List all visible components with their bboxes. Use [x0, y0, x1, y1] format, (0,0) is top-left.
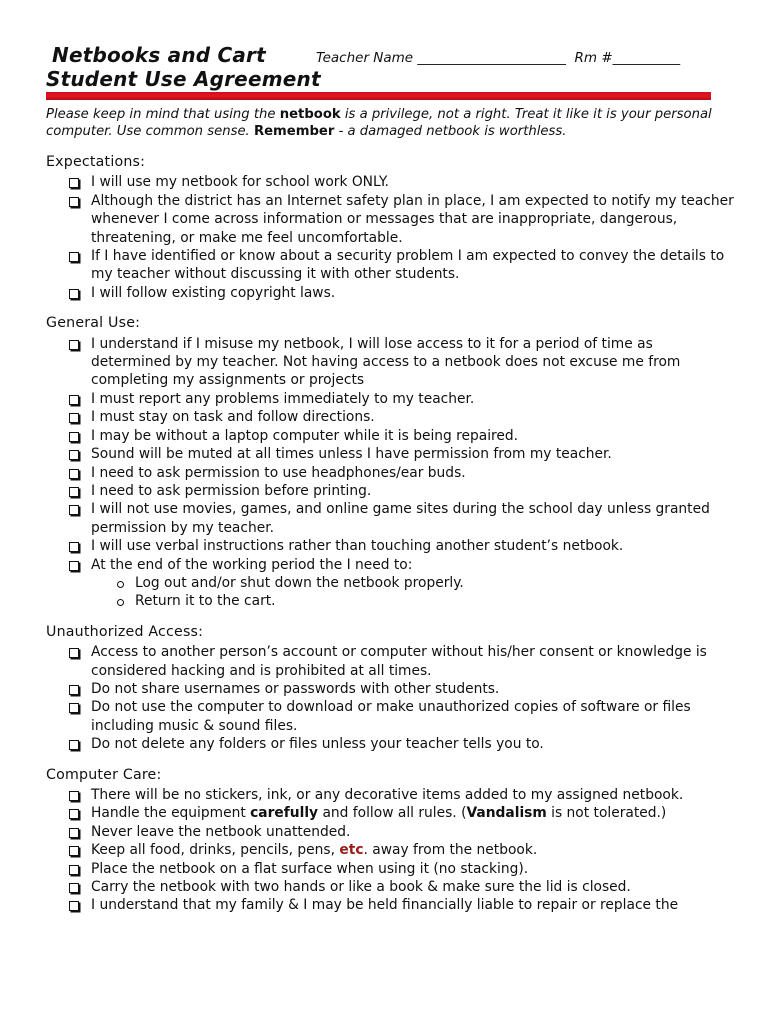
list-item: [46, 823, 736, 841]
list-item: [46, 427, 736, 445]
list-item: [46, 284, 736, 302]
header-divider: [46, 92, 711, 100]
keyword-vandalism: Vandalism: [466, 805, 547, 822]
circle-bullet-icon: [117, 599, 124, 606]
checkbox-icon: [69, 413, 79, 423]
teacher-name-blank: ______________________: [417, 50, 566, 66]
section-unauthorized-access: [46, 623, 736, 754]
keyword-carefully: carefully: [250, 805, 319, 822]
list-item: [46, 804, 736, 822]
list-item: [46, 482, 736, 500]
item-text: I need to ask permission to use headphones/ear buds.: [91, 464, 466, 481]
checkbox-icon: [69, 809, 79, 819]
checkbox-icon: [69, 865, 79, 875]
list-item: [46, 335, 736, 390]
list-item: [46, 860, 736, 878]
checkbox-icon: [69, 901, 79, 911]
checkbox-icon: [69, 252, 79, 262]
item-text: Keep all food, drinks, pencils, pens,: [91, 842, 340, 859]
checkbox-icon: [69, 505, 79, 515]
checkbox-icon: [69, 703, 79, 713]
section-computer-care: [46, 766, 736, 915]
checkbox-icon: [69, 846, 79, 856]
circle-bullet-icon: [117, 581, 124, 588]
list-item: [46, 445, 736, 463]
checkbox-icon: [69, 432, 79, 442]
list-item: [46, 698, 736, 735]
checkbox-icon: [69, 685, 79, 695]
item-text: I understand if I misuse my netbook, I will lose access to it for a period of time as determined by my teacher. Not having access to a netbook does not excuse me from completing my assignments or projects: [91, 335, 681, 389]
item-text: Although the district has an Internet safety plan in place, I am expected to notify my teacher whenever I come across information or messages that are inappropriate, dangerous, threatening, or make me feel uncomfortable.: [91, 192, 734, 246]
checkbox-icon: [69, 740, 79, 750]
item-text: If I have identified or know about a security problem I am expected to convey the details to my teacher without discussing it with other students.: [91, 248, 725, 283]
section-expectations: [46, 153, 736, 302]
item-text: Handle the equipment: [91, 805, 251, 822]
list-item: [46, 247, 736, 284]
section-general-use: [46, 314, 736, 611]
checkbox-icon: [69, 340, 79, 350]
item-text: . away from the netbook.: [363, 842, 538, 859]
section-heading: Unauthorized Access:: [46, 623, 204, 640]
title-line-2: Student Use Agreement: [46, 67, 321, 91]
list-item: [46, 500, 736, 537]
checkbox-icon: [69, 791, 79, 801]
sub-list-item: [46, 574, 736, 592]
room-blank: __________: [612, 50, 681, 66]
list-item: [46, 464, 736, 482]
section-heading: General Use:: [46, 315, 141, 332]
list-item: [46, 680, 736, 698]
item-text: Sound will be muted at all times unless I have permission from my teacher.: [91, 446, 612, 463]
item-text: At the end of the working period the I need to:: [91, 556, 413, 573]
checkbox-icon: [69, 289, 79, 299]
item-text: I will use my netbook for school work ONLY.: [91, 174, 389, 191]
intro-text: - a damaged netbook is worthless.: [334, 123, 567, 139]
checkbox-icon: [69, 828, 79, 838]
list-item: [46, 841, 736, 859]
item-text: I must report any problems immediately to my teacher.: [91, 390, 475, 407]
list-item: [46, 786, 736, 804]
list-item: [46, 878, 736, 896]
item-text: I need to ask permission before printing.: [91, 482, 372, 499]
list-item: [46, 537, 736, 555]
list-item: [46, 556, 736, 574]
item-text: Place the netbook on a flat surface when using it (no stacking).: [91, 860, 529, 877]
checkbox-icon: [69, 883, 79, 893]
checkbox-icon: [69, 542, 79, 552]
item-text: There will be no stickers, ink, or any decorative items added to my assigned netbook.: [91, 787, 684, 803]
teacher-room-fields: [316, 50, 680, 66]
checkbox-icon: [69, 395, 79, 405]
item-text: I will not use movies, games, and online game sites during the school day unless granted permission by my teacher.: [91, 501, 710, 536]
list-item: [46, 643, 736, 680]
checkbox-icon: [69, 197, 79, 207]
item-text: Access to another person’s account or computer without his/her consent or knowledge is considered hacking and is prohibited at all times.: [91, 644, 707, 679]
item-text: I will follow existing copyright laws.: [91, 284, 336, 301]
intro-netbook: netbook: [279, 107, 341, 122]
item-text: and follow all rules. (: [318, 805, 467, 822]
checkbox-icon: [69, 450, 79, 460]
checkbox-icon: [69, 561, 79, 571]
item-text: Do not delete any folders or files unless your teacher tells you to.: [91, 736, 544, 753]
list-item: [46, 192, 736, 247]
checkbox-icon: [69, 487, 79, 497]
intro-text: is a privilege, not a right. Treat it like it is your personal computer. Use common sense.: [46, 107, 712, 139]
list-item: [46, 896, 736, 914]
list-item: [46, 390, 736, 408]
keyword-etc: etc: [339, 842, 364, 859]
checkbox-icon: [69, 648, 79, 658]
room-label: Rm #: [574, 50, 613, 66]
item-text: Log out and/or shut down the netbook properly.: [135, 574, 464, 591]
intro-remember: Remember: [253, 123, 335, 139]
item-text: I must stay on task and follow directions.: [91, 409, 375, 426]
checkbox-icon: [69, 469, 79, 479]
section-heading: Expectations:: [46, 154, 146, 170]
item-text: Do not share usernames or passwords with other students.: [91, 680, 500, 697]
sub-list-item: [46, 592, 736, 610]
agreement-content: [46, 153, 736, 927]
item-text: Return it to the cart.: [135, 593, 276, 610]
list-item: [46, 735, 736, 753]
item-text: Never leave the netbook unattended.: [91, 823, 351, 840]
section-heading: Computer Care:: [46, 766, 162, 783]
teacher-name-label: Teacher Name: [316, 50, 414, 66]
item-text: I may be without a laptop computer while it is being repaired.: [91, 427, 519, 444]
item-text: I understand that my family & I may be held financially liable to repair or replace the: [91, 897, 679, 914]
item-text: Do not use the computer to download or make unauthorized copies of software or files including music & sound files.: [91, 699, 691, 734]
title-line-1: Netbooks and Cart: [52, 43, 266, 67]
checkbox-icon: [69, 178, 79, 188]
item-text: I will use verbal instructions rather than touching another student’s netbook.: [91, 538, 624, 555]
item-text: Carry the netbook with two hands or like a book & make sure the lid is closed.: [91, 879, 631, 896]
item-text: is not tolerated.): [546, 805, 667, 822]
list-item: [46, 173, 736, 191]
list-item: [46, 408, 736, 426]
intro-paragraph: [46, 107, 726, 140]
intro-text: Please keep in mind that using the: [46, 107, 280, 122]
